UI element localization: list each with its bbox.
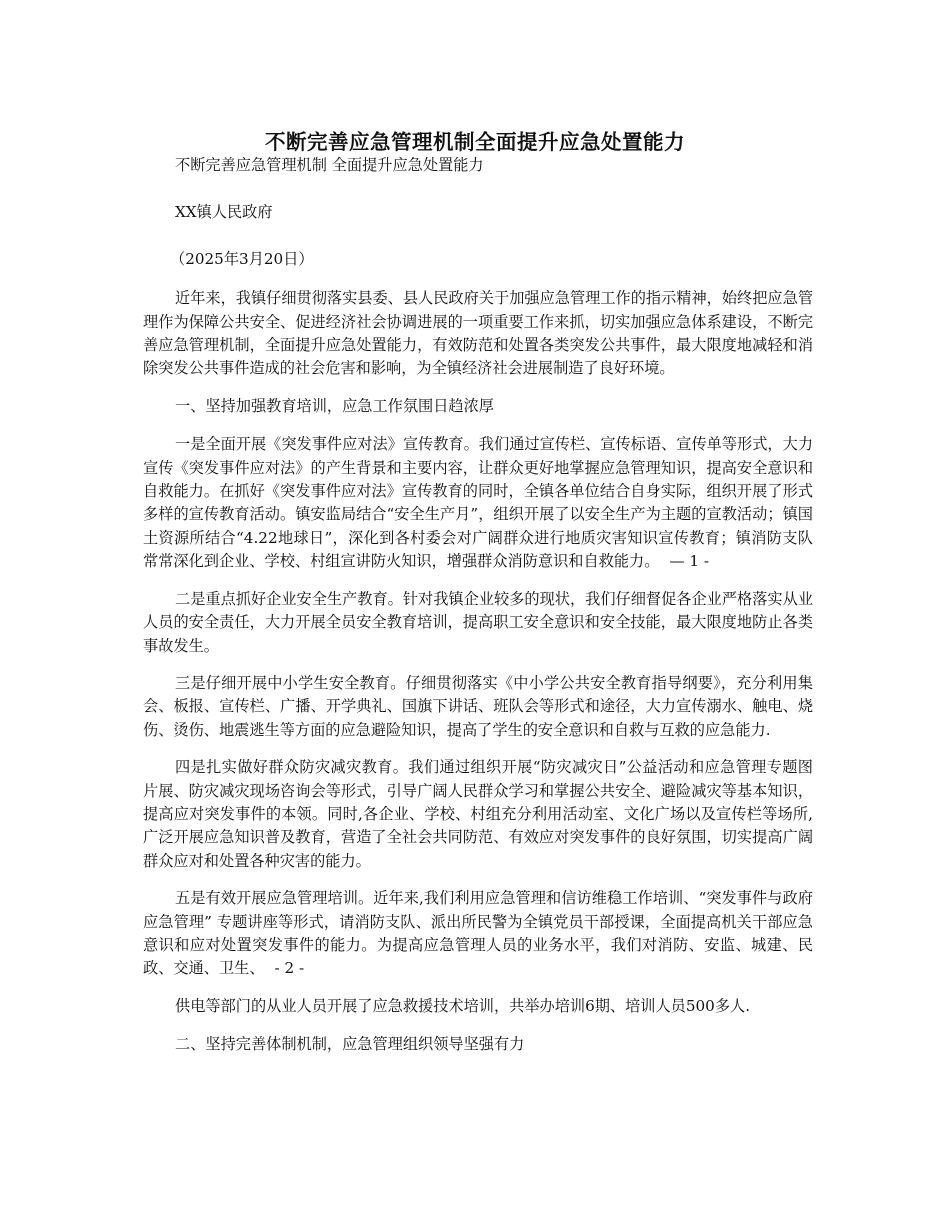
section-heading-2: 二、坚持完善体制机制，应急管理组织领导坚强有力 [175,1035,525,1054]
page-number: — 1 - [669,552,710,571]
paragraph-intro [143,287,813,381]
paragraph-item-5 [143,887,813,981]
paragraph-item-2 [143,588,813,658]
issuer: XX镇人民政府 [175,203,273,222]
paragraph-item-1 [143,433,813,573]
document-date: （2025年3月20日） [170,249,314,268]
document-title: 不断完善应急管理机制全面提升应急处置能力 [265,129,685,154]
paragraph-text: 三是仔细开展中小学生安全教育。仔细贯彻落实《中小学公共安全教育指导纲要》，充分利用集会、板报、宣传栏、广播、开学典礼、国旗下讲话、班队会等形式和途径，大力宣传溺水、触电、烧伤、烫伤、地震逃生等方面的应急避险知识，提高了学生的安全意识和自救与互救的应急能力. [143,673,813,739]
paragraph-text: 供电等部门的从业人员开展了应急救援技术培训，共举办培训6期、培训人员500多人. [175,996,751,1015]
paragraph-text: 近年来，我镇仔细贯彻落实县委、县人民政府关于加强应急管理工作的指示精神，始终把应急管理作为保障公共安全、促进经济社会协调进展的一项重要工作来抓，切实加强应急体系建设，不断完善应急管理机制，全面提升应急处置能力，有效防范和处置各类突发公共事件，最大限度地减轻和消除突发公共事件造成的社会危害和影响，为全镇经济社会进展制造了良好环境。 [143,289,813,378]
paragraph-item-4 [143,756,813,873]
document-body [143,154,813,1057]
document-subtitle: 不断完善应急管理机制 全面提升应急处置能力 [175,156,484,174]
page-number: - 2 - [274,959,305,978]
paragraph-text: 一是全面开展《突发事件应对法》宣传教育。我们通过宣传栏、宣传标语、宣传单等形式，大力宣传《突发事件应对法》的产生背景和主要内容，让群众更好地掌握应急管理知识，提高安全意识和自救能力。在抓好《突发事件应对法》宣传教育的同时，全镇各单位结合自身实际，组织开展了形式多样的宣传教育活动。镇安监局结合“安全生产月”，组织开展了以安全生产为主题的宣教活动；镇国土资源所结合“4.22地球日”，深化到各村委会对广阔群众进行地质灾害知识宣传教育；镇消防支队常常深化到企业、学校、村组宣讲防火知识，增强群众消防意识和自救能力。 [143,435,813,571]
paragraph-item-3 [143,672,813,742]
section-heading-1: 一、坚持加强教育培训，应急工作氛围日趋浓厚 [175,396,494,415]
paragraph-text: 五是有效开展应急管理培训。近年来,我们利用应急管理和信访维稳工作培训、“突发事件与政府应急管理” 专题讲座等形式，请消防支队、派出所民警为全镇党员干部授课，全面提高机关干部应急意识和应对处置突发事件的能力。为提高应急管理人员的业务水平，我们对消防、安监、城建、民政、交通、卫生、 [143,889,813,978]
paragraph-text: 二是重点抓好企业安全生产教育。针对我镇企业较多的现状，我们仔细督促各企业严格落实从业人员的安全责任，大力开展全员安全教育培训，提高职工安全意识和安全技能，最大限度地防止各类事故发生。 [143,589,813,655]
paragraph-text: 四是扎实做好群众防灾减灾教育。我们通过组织开展“防灾减灾日”公益活动和应急管理专题图片展、防灾减灾现场咨询会等形式，引导广阔人民群众学习和掌握公共安全、避险减灾等基本知识，提高应对突发事件的本领。同时,各企业、学校、村组充分利用活动室、文化广场以及宣传栏等场所,广泛开展应急知识普及教育，营造了全社会共同防范、有效应对突发事件的良好氛围，切实提高广阔群众应对和处置各种灾害的能力。 [143,758,813,870]
paragraph-continuation [143,995,813,1018]
